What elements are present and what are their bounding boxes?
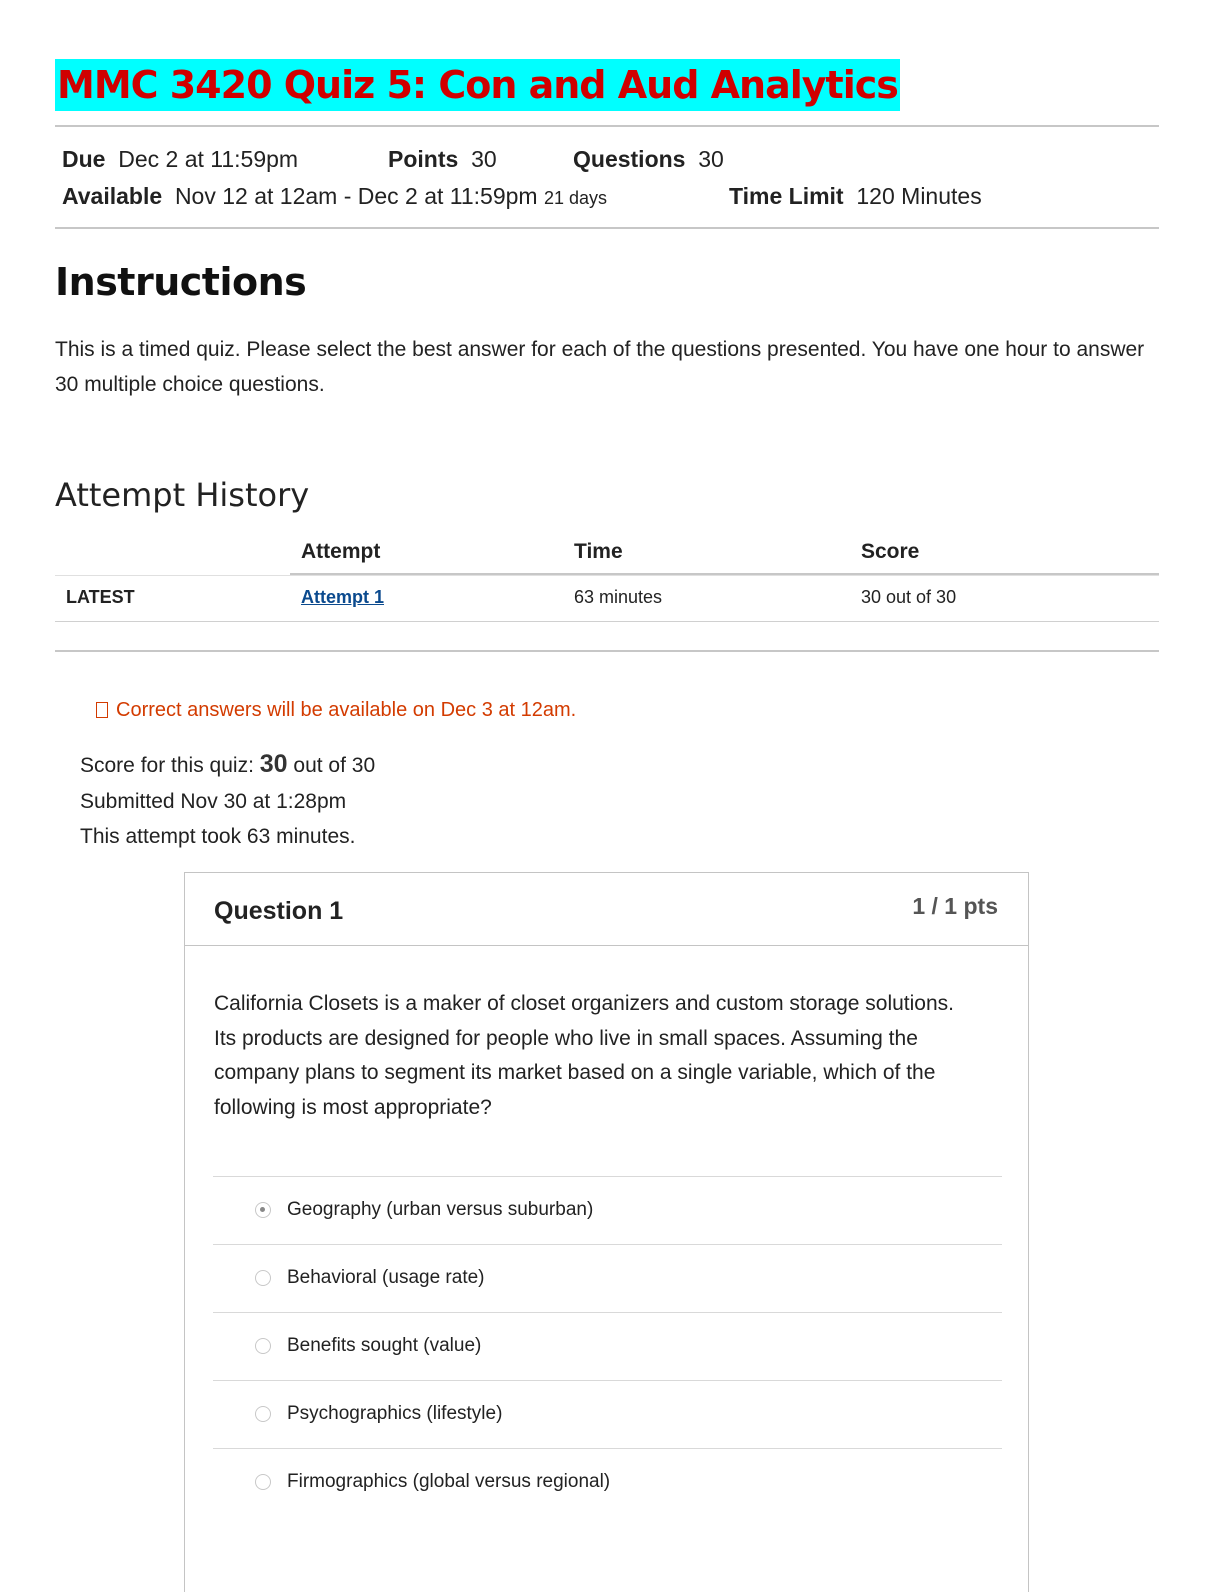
answer-option[interactable] (213, 1312, 1002, 1380)
attempt-score: 30 out of 30 (861, 587, 957, 607)
radio-icon[interactable] (255, 1338, 271, 1354)
due-value: Dec 2 at 11:59pm (118, 146, 299, 172)
score-suffix: out of 30 (293, 754, 376, 777)
answer-label: Firmographics (global versus regional) (287, 1471, 611, 1492)
question-text: California Closets is a maker of closet organizers and custom storage solutions. Its products are designed for people who live in small spaces. Assuming the company plans to segment its market based on a single variable, which of the following is most appropriate? (214, 992, 955, 1119)
submitted-text: Submitted Nov 30 at 1:28pm (80, 790, 347, 813)
duration-text: This attempt took 63 minutes. (80, 825, 356, 848)
questions-value: 30 (698, 146, 724, 172)
table-row-divider (55, 621, 1159, 622)
radio-icon[interactable] (255, 1406, 271, 1422)
info-icon (96, 702, 108, 718)
radio-icon[interactable] (255, 1474, 271, 1490)
due-info (62, 146, 298, 173)
answer-option[interactable] (213, 1448, 1002, 1516)
score-prefix: Score for this quiz: (80, 754, 254, 777)
available-label: Available (62, 183, 163, 209)
answer-label: Benefits sought (value) (287, 1335, 482, 1356)
answer-option[interactable] (213, 1380, 1002, 1448)
questions-info (573, 146, 724, 173)
instructions-text: This is a timed quiz. Please select the best answer for each of the questions presented. You have one hour to answer 30 multiple choice questions. (55, 338, 1145, 396)
attempt-time: 63 minutes (574, 587, 663, 607)
score-value: 30 (259, 750, 288, 778)
score-summary (80, 750, 375, 779)
questions-label: Questions (573, 146, 686, 172)
question-title: Question 1 (214, 897, 344, 925)
divider-attempts (55, 650, 1159, 652)
answer-option[interactable] (213, 1244, 1002, 1312)
correct-answers-notice (96, 699, 576, 722)
answer-list (213, 1176, 1002, 1516)
instructions-heading: Instructions (55, 260, 307, 304)
question-header (185, 873, 1028, 946)
question-points: 1 / 1 pts (912, 893, 998, 919)
points-value: 30 (471, 146, 497, 172)
time-limit-info (729, 183, 982, 210)
latest-tag: LATEST (66, 587, 135, 607)
attempt-history-heading: Attempt History (55, 476, 310, 514)
answer-label: Behavioral (usage rate) (287, 1267, 485, 1288)
radio-icon[interactable] (255, 1270, 271, 1286)
column-header-score: Score (861, 540, 920, 563)
time-limit-value: 120 Minutes (856, 183, 982, 209)
due-label: Due (62, 146, 106, 172)
available-value: Nov 12 at 12am - Dec 2 at 11:59pm (174, 183, 538, 209)
answer-option[interactable] (213, 1176, 1002, 1244)
column-header-time: Time (574, 540, 623, 563)
answer-label: Geography (urban versus suburban) (287, 1199, 594, 1220)
notice-text: Correct answers will be available on Dec 3 at 12am. (116, 699, 577, 721)
time-limit-label: Time Limit (729, 183, 844, 209)
points-info (388, 146, 497, 173)
divider-top (55, 125, 1159, 127)
table-header-divider-light (55, 575, 1159, 576)
available-days: 21 days (543, 188, 608, 208)
question-card (184, 872, 1029, 1592)
radio-selected-icon[interactable] (255, 1202, 271, 1218)
column-header-attempt: Attempt (301, 540, 381, 563)
available-info (62, 183, 607, 210)
points-label: Points (388, 146, 459, 172)
divider-meta (55, 227, 1159, 229)
page-title: MMC 3420 Quiz 5: Con and Aud Analytics (55, 59, 900, 111)
answer-label: Psychographics (lifestyle) (287, 1403, 503, 1424)
attempt-1-link[interactable]: Attempt 1 (301, 587, 385, 607)
